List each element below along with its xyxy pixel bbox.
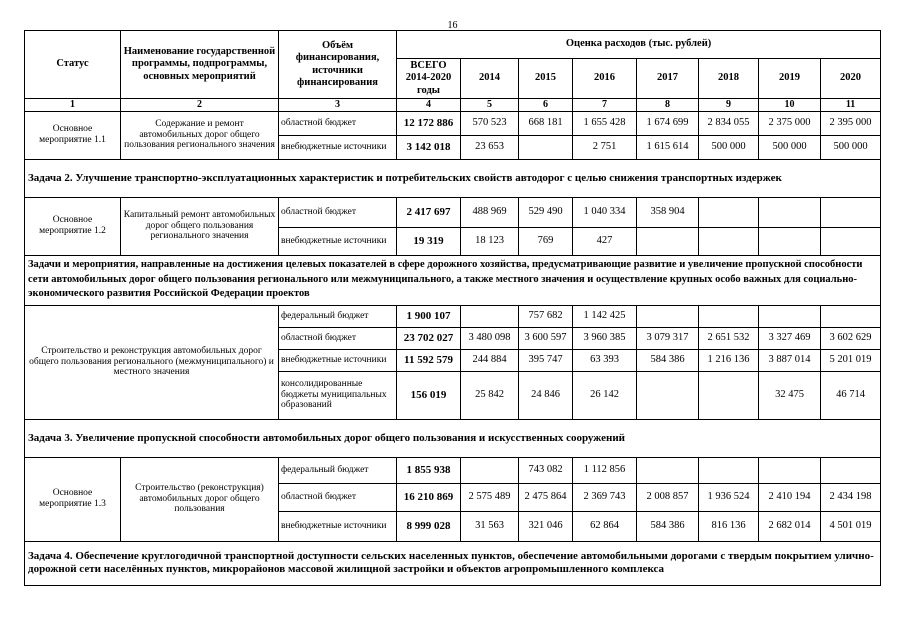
year-value: 321 046 (519, 511, 573, 541)
total-value: 1 900 107 (397, 305, 461, 327)
year-value: 4 501 019 (821, 511, 881, 541)
activity-status: Основное мероприятие 1.2 (25, 197, 121, 255)
total-value: 12 172 886 (397, 111, 461, 135)
activity-name: Строительство и реконструкция автомобильных дорог общего пользования регионального (межмуниципального) и местного значения (25, 305, 279, 419)
year-value: 46 714 (821, 371, 881, 419)
activity-status: Основное мероприятие 1.3 (25, 457, 121, 541)
year-value (821, 197, 881, 227)
activity-name: Капитальный ремонт автомобильных дорог общего пользования регионального значения (121, 197, 279, 255)
year-value: 3 079 317 (637, 327, 699, 349)
year-value: 743 082 (519, 457, 573, 483)
year-value: 26 142 (573, 371, 637, 419)
year-value: 1 040 334 (573, 197, 637, 227)
year-value: 244 884 (461, 349, 519, 371)
header-funding: Объём финансирования, источники финансирования (279, 31, 397, 99)
year-value: 32 475 (759, 371, 821, 419)
aims-heading: Задачи и мероприятия, направленные на достижения целевых показателей в сфере дорожного хозяйства, предусматривающие развитие и увеличение пропускной способности сети автомобильных дорог общего пользования регионального или межмуниципального, а также местного значения и осуществление крупных особо важных для социально-экономического развития Российской Федерации проектов (25, 255, 881, 305)
header-year: 2017 (637, 59, 699, 99)
header-name: Наименование государственной программы, подпрограммы, основных мероприятий (121, 31, 279, 99)
year-value (821, 227, 881, 255)
header-year: 2020 (821, 59, 881, 99)
year-value (759, 305, 821, 327)
year-value: 427 (573, 227, 637, 255)
total-value: 23 702 027 (397, 327, 461, 349)
year-value: 3 480 098 (461, 327, 519, 349)
year-value: 18 123 (461, 227, 519, 255)
column-number: 9 (699, 99, 759, 112)
year-value: 1 142 425 (573, 305, 637, 327)
funding-source: внебюджетные источники (279, 349, 397, 371)
column-number: 1 (25, 99, 121, 112)
page-number: 16 (447, 20, 458, 31)
year-value (519, 135, 573, 159)
year-value: 24 846 (519, 371, 573, 419)
year-value (699, 457, 759, 483)
year-value: 395 747 (519, 349, 573, 371)
year-value: 1 216 136 (699, 349, 759, 371)
total-value: 2 417 697 (397, 197, 461, 227)
year-value: 2 369 743 (573, 483, 637, 511)
year-value (699, 371, 759, 419)
year-value (637, 227, 699, 255)
year-value: 1 655 428 (573, 111, 637, 135)
year-value: 62 864 (573, 511, 637, 541)
year-value: 2 682 014 (759, 511, 821, 541)
year-value: 2 751 (573, 135, 637, 159)
header-total: ВСЕГО 2014-2020 годы (397, 59, 461, 99)
task-heading: Задача 3. Увеличение пропускной способности автомобильных дорог общего пользования и искусственных сооружений (25, 419, 881, 457)
year-value (821, 457, 881, 483)
year-value: 584 386 (637, 349, 699, 371)
year-value: 2 475 864 (519, 483, 573, 511)
year-value: 31 563 (461, 511, 519, 541)
year-value (637, 305, 699, 327)
year-value: 500 000 (821, 135, 881, 159)
funding-source: областной бюджет (279, 483, 397, 511)
header-status: Статус (25, 31, 121, 99)
header-year: 2014 (461, 59, 519, 99)
header-year: 2018 (699, 59, 759, 99)
task-heading: Задача 4. Обеспечение круглогодичной транспортной доступности сельских населенных пунктов, обеспечение автомобильными дорогами с твердым покрытием улично-дорожной сети населённых пунктов, микрорайонов массовой жилищной застройки и объектов агропромышленного комплекса (25, 541, 881, 585)
total-value: 8 999 028 (397, 511, 461, 541)
funding-source: областной бюджет (279, 327, 397, 349)
year-value: 570 523 (461, 111, 519, 135)
column-number: 11 (821, 99, 881, 112)
table-row (25, 457, 881, 483)
funding-source: федеральный бюджет (279, 305, 397, 327)
year-value: 769 (519, 227, 573, 255)
table-row (25, 111, 881, 135)
expenditure-table (24, 30, 881, 586)
funding-source: внебюджетные источники (279, 135, 397, 159)
year-value: 500 000 (699, 135, 759, 159)
total-value: 19 319 (397, 227, 461, 255)
year-value: 1 936 524 (699, 483, 759, 511)
header-estimate: Оценка расходов (тыс. рублей) (397, 31, 881, 59)
total-value: 16 210 869 (397, 483, 461, 511)
year-value (699, 227, 759, 255)
funding-source: консолидированные бюджеты муниципальных образований (279, 371, 397, 419)
task-heading: Задача 2. Улучшение транспортно-эксплуатационных характеристик и потребительских свойств автодорог с целью снижения транспортных издержек (25, 159, 881, 197)
year-value: 3 960 385 (573, 327, 637, 349)
year-value (699, 197, 759, 227)
total-value: 3 142 018 (397, 135, 461, 159)
year-value (699, 305, 759, 327)
year-value: 23 653 (461, 135, 519, 159)
year-value (461, 457, 519, 483)
year-value (759, 457, 821, 483)
column-number: 5 (461, 99, 519, 112)
year-value: 2 395 000 (821, 111, 881, 135)
year-value: 3 600 597 (519, 327, 573, 349)
year-value: 2 575 489 (461, 483, 519, 511)
year-value: 3 602 629 (821, 327, 881, 349)
total-value: 156 019 (397, 371, 461, 419)
column-number: 10 (759, 99, 821, 112)
funding-source: внебюджетные источники (279, 511, 397, 541)
year-value: 25 842 (461, 371, 519, 419)
column-number: 2 (121, 99, 279, 112)
funding-source: областной бюджет (279, 197, 397, 227)
table-row (25, 305, 881, 327)
funding-source: федеральный бюджет (279, 457, 397, 483)
year-value: 1 112 856 (573, 457, 637, 483)
column-number: 3 (279, 99, 397, 112)
year-value (759, 197, 821, 227)
year-value: 1 674 699 (637, 111, 699, 135)
year-value: 5 201 019 (821, 349, 881, 371)
year-value: 2 410 194 (759, 483, 821, 511)
year-value: 816 136 (699, 511, 759, 541)
activity-status: Основное мероприятие 1.1 (25, 111, 121, 159)
year-value (637, 371, 699, 419)
year-value: 668 181 (519, 111, 573, 135)
year-value (461, 305, 519, 327)
year-value: 358 904 (637, 197, 699, 227)
header-year: 2019 (759, 59, 821, 99)
year-value: 2 375 000 (759, 111, 821, 135)
total-value: 1 855 938 (397, 457, 461, 483)
year-value: 2 008 857 (637, 483, 699, 511)
column-number: 7 (573, 99, 637, 112)
year-value: 488 969 (461, 197, 519, 227)
year-value: 3 887 014 (759, 349, 821, 371)
year-value (821, 305, 881, 327)
column-number: 4 (397, 99, 461, 112)
year-value: 2 651 532 (699, 327, 759, 349)
year-value: 1 615 614 (637, 135, 699, 159)
total-value: 11 592 579 (397, 349, 461, 371)
year-value: 584 386 (637, 511, 699, 541)
table-row (25, 197, 881, 227)
year-value: 3 327 469 (759, 327, 821, 349)
funding-source: внебюджетные источники (279, 227, 397, 255)
column-number: 8 (637, 99, 699, 112)
activity-name: Содержание и ремонт автомобильных дорог общего пользования регионального значения (121, 111, 279, 159)
year-value (759, 227, 821, 255)
header-year: 2015 (519, 59, 573, 99)
year-value (637, 457, 699, 483)
year-value: 529 490 (519, 197, 573, 227)
year-value: 757 682 (519, 305, 573, 327)
column-number: 6 (519, 99, 573, 112)
year-value: 2 434 198 (821, 483, 881, 511)
column-number-row (25, 99, 881, 112)
activity-name: Строительство (реконструкция) автомобильных дорог общего пользования (121, 457, 279, 541)
funding-source: областной бюджет (279, 111, 397, 135)
header-year: 2016 (573, 59, 637, 99)
year-value: 2 834 055 (699, 111, 759, 135)
year-value: 500 000 (759, 135, 821, 159)
year-value: 63 393 (573, 349, 637, 371)
